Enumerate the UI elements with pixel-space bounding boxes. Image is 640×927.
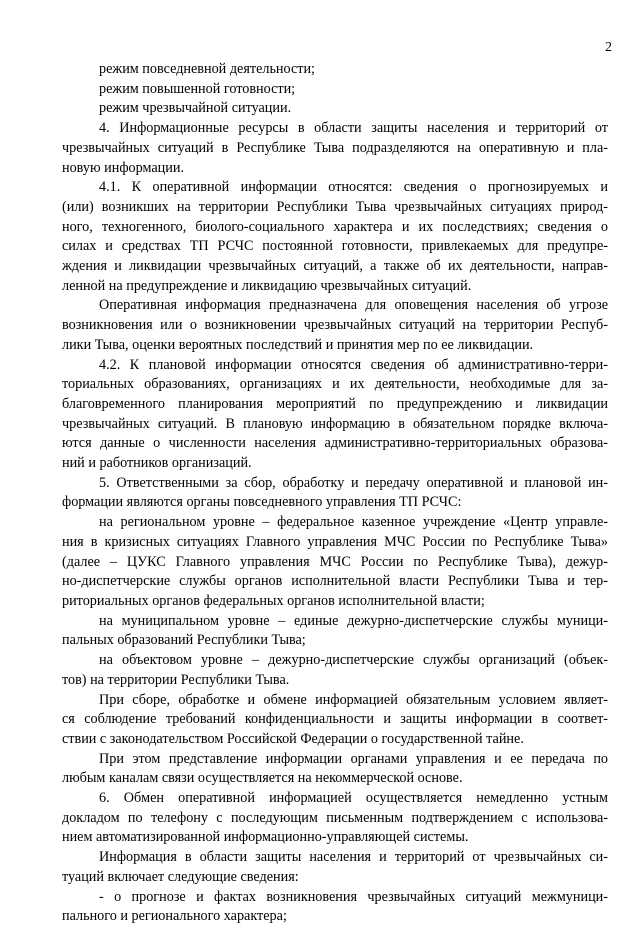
paragraph [62,612,608,651]
text-line: 6. Обмен оперативной информацией осуществляется немедленно устным [99,790,608,807]
text-line: чрезвычайных ситуаций. В плановую информацию в обязательном порядке включа- [62,415,608,432]
text-line: ются данные о численности населения административно-территориальных образова- [62,435,608,452]
text-line: ного, техногенного, биолого-социального характера и их последствиях; сведения о [62,218,608,235]
text-line: на региональном уровне – федеральное казенное учреждение «Центр управле- [99,514,608,531]
paragraph [62,474,608,513]
text-line: ториальных образованиях, организациях и их деятельности, необходимые для за- [62,376,608,393]
text-line: на объектовом уровне – дежурно-диспетчерские службы организаций (объек- [99,652,608,669]
text-line: но-диспетчерские службы органов исполнительной власти Республики Тыва и тер- [62,573,608,590]
text-line: ствии с законодательством Российской Федерации о государственной тайне. [62,730,524,747]
text-line: возникновения или о возникновении чрезвычайных ситуаций на территории Респуб- [62,317,608,334]
text-line: ждения и ликвидации чрезвычайных ситуаций, а также об их деятельности, направ- [62,258,608,275]
text-line: тов) на территории Республики Тыва. [62,671,290,688]
text-line: режим повседневной деятельности; [99,61,315,77]
text-line: лики Тыва, оценки вероятных последствий и принятия мер по ее ликвидации. [62,336,534,353]
page-number: 2 [605,40,612,55]
text-line: силах и средствах ТП РСЧС постоянной готовности, привлекаемых для предупре- [62,238,608,255]
text-line: 4.1. К оперативной информации относятся: сведения о прогнозируемых и [99,179,608,196]
text-line: - о прогнозе и фактах возникновения чрезвычайных ситуаций межмуници- [99,888,608,905]
text-line: режим чрезвычайной ситуации. [99,100,292,117]
text-line: ленной на предупреждение и ликвидацию чрезвычайных ситуаций. [62,277,472,294]
text-line: на муниципальном уровне – единые дежурно-диспетчерские службы муници- [99,612,608,629]
text-line: любым каналам связи осуществляется на некоммерческой основе. [62,770,463,787]
text-line: благовременного планирования мероприятий по предупреждению и ликвидации [62,395,608,412]
text-line: формации являются органы повседневного управления ТП РСЧС: [62,494,462,511]
text-line: туаций включает следующие сведения: [62,868,299,885]
text-line: 5. Ответственными за сбор, обработку и передачу оперативной и плановой ин- [99,474,608,491]
text-line: 4.2. К плановой информации относятся сведения об административно-терри- [99,356,608,373]
text-line: (или) возникших на территории Республики Тыва чрезвычайных ситуациях природ- [62,198,608,215]
document-body [62,60,608,927]
paragraph [62,296,608,355]
paragraph [62,99,608,119]
text-line: новую информации. [62,159,184,176]
text-line: При этом представление информации органами управления и ее передача по [99,750,608,767]
text-line: 4. Информационные ресурсы в области защиты населения и территорий от [99,120,608,137]
text-line: ся соблюдение требований конфиденциальности и защиты информации в соответ- [62,711,608,728]
text-line: нием автоматизированной информационно-управляющей системы. [62,829,469,846]
text-line: Оперативная информация предназначена для оповещения населения об угрозе [99,297,608,314]
paragraph [62,356,608,474]
paragraph [62,651,608,690]
text-line: (далее – ЦУКС Главного управления МЧС России по Республике Тыва), дежур- [62,553,608,570]
text-line: докладом по телефону с последующим письменным подтверждением с использова- [62,809,608,826]
paragraph [62,691,608,750]
paragraph [62,888,608,927]
text-line: пального и регионального характера; [62,908,287,925]
paragraph [62,750,608,789]
text-line: Информация в области защиты населения и территорий от чрезвычайных си- [99,849,608,866]
paragraph [62,119,608,178]
text-line: риториальных органов федеральных органов исполнительной власти; [62,592,485,609]
text-line: ний и работников организаций. [62,455,252,472]
text-line: чрезвычайных ситуаций в Республике Тыва подразделяются на оперативную и пла- [62,139,608,156]
text-line: пальных образований Республики Тыва; [62,632,306,649]
paragraph [62,513,608,612]
text-line: режим повышенной готовности; [99,80,296,97]
paragraph [62,848,608,887]
paragraph [62,789,608,848]
paragraph [62,60,608,80]
text-line: ния в кризисных ситуациях Главного управления МЧС России по Республике Тыва» [62,533,608,550]
text-line: При сборе, обработке и обмене информацией обязательным условием являет- [99,691,608,708]
paragraph [62,178,608,296]
paragraph [62,80,608,100]
